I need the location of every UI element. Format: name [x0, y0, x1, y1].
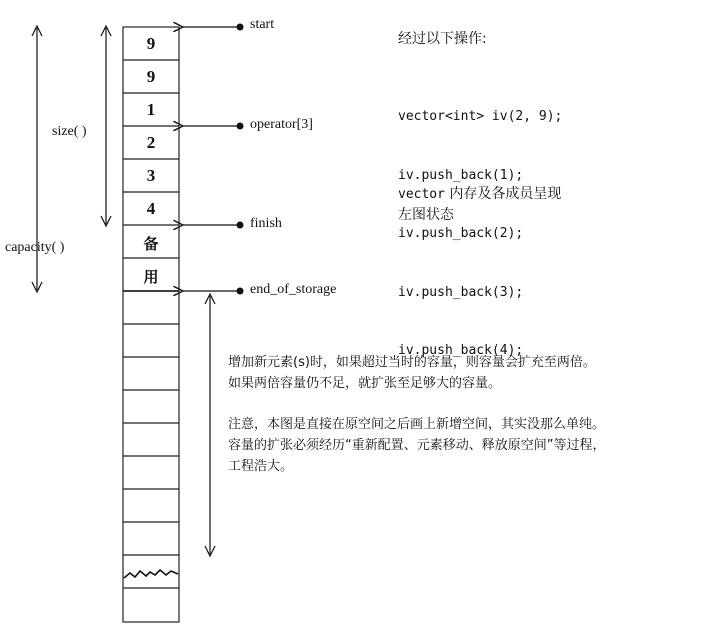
start-label: start [250, 17, 275, 32]
cell-value-5: 3 [146, 166, 156, 185]
capacity-label: capacity( ) [5, 240, 65, 255]
caution-line-2: 容量的扩张必须经历“重新配置、元素移动、释放原空间”等过程， [228, 438, 606, 453]
operator-arrow [183, 123, 244, 130]
operator-label: operator[3] [250, 117, 313, 132]
caution-line-1: 注意，本图是直接在原空间之后画上新增空间，其实没那么单纯。 [228, 417, 606, 432]
cell-value-1: 9 [146, 34, 156, 53]
cell-value-2: 9 [146, 67, 156, 86]
code-block [398, 68, 562, 400]
result-prefix: vector [398, 187, 445, 202]
code-line: iv.push_back(3); [398, 284, 524, 300]
size-arrow [101, 26, 111, 226]
code-line: iv.push_back(2); [398, 226, 524, 241]
result-line2: 左图状态 [398, 207, 454, 223]
cell-value-3: 1 [146, 100, 156, 119]
growth-note [228, 352, 698, 394]
end-of-storage-label: end_of_storage [250, 282, 337, 297]
caution-note [228, 414, 698, 477]
start-arrow [183, 24, 244, 31]
state-description [398, 184, 561, 226]
finish-label: finish [250, 216, 282, 231]
break-mark [124, 570, 178, 578]
operations-title: 经过以下操作: [398, 31, 487, 47]
finish-arrow [183, 222, 244, 229]
growth-line-2: 如果两倍容量仍不足，就扩张至足够大的容量。 [228, 376, 502, 391]
cell-reserve-1: 备 [143, 235, 159, 253]
growth-line-1: 增加新元素(s)时，如果超过当时的容量，则容量会扩充至两倍。 [228, 355, 596, 370]
cell-value-4: 2 [146, 133, 156, 152]
end-of-storage-arrow [183, 288, 244, 295]
cell-value-6: 4 [146, 199, 156, 218]
caution-line-3: 工程浩大。 [228, 459, 294, 474]
size-label: size( ) [52, 124, 87, 139]
result-line1: 内存及各成员呈现 [444, 186, 562, 202]
growth-span-arrow [205, 294, 215, 556]
code-line: vector<int> iv(2, 9); [398, 109, 563, 124]
code-line: iv.push_back(4); [398, 343, 524, 358]
cell-reserve-2: 用 [143, 268, 159, 286]
code-line: iv.push_back(1); [398, 167, 524, 183]
